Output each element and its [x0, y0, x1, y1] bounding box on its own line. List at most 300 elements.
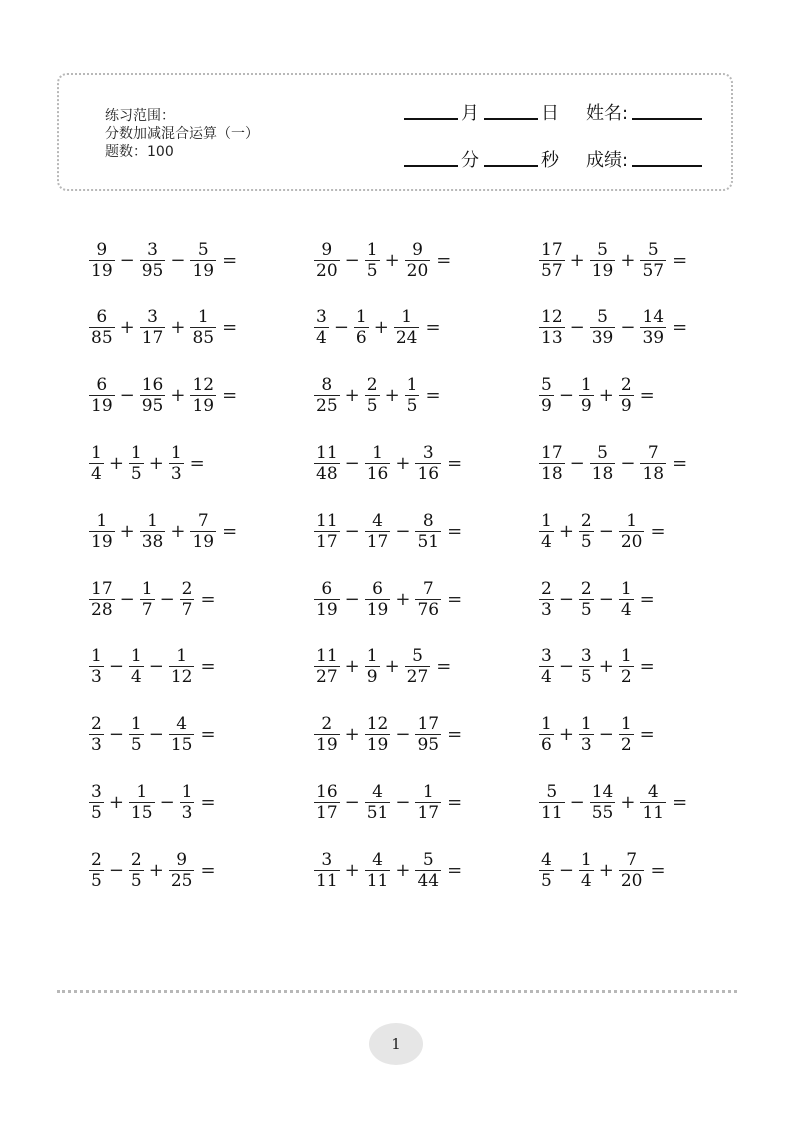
operator: +	[395, 588, 411, 610]
operator: −	[108, 724, 124, 746]
numerator: 6	[321, 578, 333, 599]
fraction	[364, 850, 392, 891]
fraction	[364, 375, 381, 416]
numerator: 2	[366, 375, 378, 396]
fraction	[313, 307, 330, 348]
fraction	[313, 511, 341, 552]
denominator: 4	[316, 328, 327, 349]
fraction	[313, 850, 341, 891]
fraction	[168, 850, 196, 891]
numerator: 3	[316, 307, 327, 328]
numerator: 1	[406, 375, 418, 396]
equals-sign: =	[672, 452, 688, 474]
fraction	[313, 443, 341, 484]
fraction	[538, 511, 555, 552]
numerator: 1	[626, 510, 638, 531]
denominator: 9	[541, 396, 552, 417]
numerator: 5	[647, 239, 659, 260]
numerator: 7	[197, 510, 209, 531]
day-blank[interactable]	[484, 117, 538, 120]
operator: +	[170, 317, 186, 339]
operator: +	[344, 385, 360, 407]
fraction	[88, 375, 116, 416]
numerator: 2	[580, 510, 592, 531]
fraction	[128, 850, 145, 891]
denominator: 19	[192, 396, 215, 417]
fraction	[393, 307, 421, 348]
fraction	[404, 646, 432, 687]
denominator: 15	[170, 735, 193, 756]
denominator: 4	[620, 599, 632, 620]
numerator: 1	[366, 239, 378, 260]
fraction	[88, 443, 105, 484]
problem-row	[88, 571, 748, 627]
denominator: 5	[130, 870, 142, 891]
numerator: 9	[96, 239, 108, 260]
fraction	[538, 579, 555, 620]
day-label: 日	[541, 103, 559, 124]
denominator: 9	[366, 667, 378, 688]
fraction	[128, 443, 145, 484]
numerator: 1	[580, 849, 592, 870]
denominator: 19	[366, 599, 389, 620]
score-blank[interactable]	[632, 164, 702, 167]
numerator: 9	[321, 239, 333, 260]
equals-sign: =	[222, 317, 238, 339]
problem-item	[313, 842, 462, 898]
denominator: 6	[541, 735, 552, 756]
numerator: 1	[541, 714, 552, 735]
fraction	[168, 714, 196, 755]
fraction	[618, 579, 635, 620]
denominator: 39	[591, 328, 614, 349]
problem-row	[88, 842, 748, 898]
fraction	[414, 850, 442, 891]
fraction	[88, 579, 116, 620]
operator: −	[344, 588, 360, 610]
numerator: 17	[541, 239, 563, 260]
operator: −	[558, 656, 574, 678]
fraction	[364, 443, 392, 484]
fraction	[618, 646, 635, 687]
equals-sign: =	[200, 724, 216, 746]
numerator: 4	[176, 714, 188, 735]
denominator: 19	[316, 735, 338, 756]
equals-sign: =	[650, 520, 666, 542]
problem-row	[88, 232, 748, 288]
fraction	[404, 375, 421, 416]
denominator: 19	[192, 531, 215, 552]
numerator: 3	[321, 849, 333, 870]
numerator: 7	[626, 849, 638, 870]
fraction	[538, 375, 555, 416]
fraction	[414, 511, 442, 552]
operator: −	[620, 452, 636, 474]
denominator: 27	[316, 667, 338, 688]
equals-sign: =	[447, 859, 463, 881]
denominator: 24	[395, 328, 418, 349]
fraction	[313, 782, 341, 823]
numerator: 4	[647, 781, 659, 802]
numerator: 3	[91, 781, 102, 802]
numerator: 1	[580, 714, 592, 735]
numerator: 2	[321, 714, 333, 735]
operator: −	[598, 588, 614, 610]
footer-divider	[57, 990, 737, 993]
fraction	[578, 714, 595, 755]
denominator: 57	[642, 260, 665, 281]
numerator: 1	[170, 442, 182, 463]
problem-item	[313, 232, 451, 288]
equals-sign: =	[200, 791, 216, 813]
operator: −	[159, 791, 175, 813]
denominator: 16	[417, 463, 440, 484]
fraction	[88, 850, 105, 891]
problem-row	[88, 774, 748, 830]
denominator: 15	[130, 802, 153, 823]
equals-sign: =	[222, 520, 238, 542]
problem-item	[538, 435, 687, 491]
numerator: 1	[141, 578, 153, 599]
problem-row	[88, 368, 748, 424]
denominator: 20	[316, 260, 338, 281]
denominator: 4	[91, 463, 102, 484]
denominator: 19	[316, 599, 338, 620]
operator: −	[395, 724, 411, 746]
denominator: 20	[620, 531, 643, 552]
problem-item	[88, 707, 216, 763]
operator: +	[395, 859, 411, 881]
denominator: 5	[91, 870, 102, 891]
fraction	[313, 579, 341, 620]
denominator: 4	[541, 531, 552, 552]
name-blank[interactable]	[632, 117, 702, 120]
denominator: 20	[620, 870, 643, 891]
numerator: 7	[422, 578, 434, 599]
operator: −	[569, 452, 585, 474]
numerator: 16	[141, 375, 164, 396]
fraction	[88, 646, 105, 687]
fraction	[404, 240, 432, 281]
denominator: 39	[642, 328, 665, 349]
fraction	[538, 646, 555, 687]
numerator: 1	[181, 781, 193, 802]
operator: −	[119, 588, 135, 610]
fraction	[538, 782, 566, 823]
denominator: 3	[181, 802, 193, 823]
second-blank[interactable]	[484, 164, 538, 167]
problem-item	[88, 435, 205, 491]
denominator: 25	[316, 396, 338, 417]
operator: −	[598, 520, 614, 542]
fraction	[88, 782, 105, 823]
numerator: 14	[642, 307, 665, 328]
fraction	[364, 782, 392, 823]
fraction	[589, 240, 617, 281]
fraction	[88, 511, 116, 552]
operator: −	[108, 859, 124, 881]
denominator: 51	[366, 802, 389, 823]
operator: +	[373, 317, 389, 339]
equals-sign: =	[200, 588, 216, 610]
month-label: 月	[461, 103, 479, 124]
denominator: 20	[406, 260, 429, 281]
numerator: 1	[355, 307, 367, 328]
operator: +	[384, 656, 400, 678]
denominator: 85	[192, 328, 215, 349]
denominator: 19	[91, 396, 113, 417]
denominator: 13	[541, 328, 563, 349]
fraction	[618, 511, 646, 552]
equals-sign: =	[200, 656, 216, 678]
denominator: 95	[141, 260, 164, 281]
operator: +	[598, 656, 614, 678]
denominator: 5	[130, 463, 142, 484]
numerator: 8	[422, 510, 434, 531]
numerator: 16	[316, 781, 338, 802]
fraction	[364, 646, 381, 687]
numerator: 2	[130, 849, 142, 870]
problem-item	[313, 774, 462, 830]
fraction	[364, 240, 381, 281]
numerator: 3	[147, 307, 158, 328]
fraction	[88, 714, 105, 755]
fraction	[578, 511, 595, 552]
denominator: 5	[580, 531, 592, 552]
denominator: 3	[91, 735, 102, 756]
numerator: 3	[541, 646, 552, 667]
denominator: 95	[417, 735, 440, 756]
numerator: 4	[372, 849, 383, 870]
operator: −	[558, 859, 574, 881]
denominator: 85	[91, 328, 113, 349]
problem-item	[538, 300, 687, 356]
equals-sign: =	[189, 452, 205, 474]
numerator: 11	[316, 442, 338, 463]
problem-item	[538, 842, 666, 898]
denominator: 51	[417, 531, 440, 552]
problem-item	[88, 774, 216, 830]
fraction	[139, 375, 167, 416]
operator: +	[119, 520, 135, 542]
numerator: 2	[541, 578, 552, 599]
denominator: 6	[355, 328, 367, 349]
numerator: 1	[197, 307, 209, 328]
fraction	[313, 375, 341, 416]
operator: +	[598, 859, 614, 881]
numerator: 8	[321, 375, 333, 396]
denominator: 5	[541, 870, 552, 891]
numerator: 1	[422, 781, 434, 802]
equals-sign: =	[200, 859, 216, 881]
numerator: 12	[366, 714, 389, 735]
fraction	[538, 240, 566, 281]
denominator: 5	[130, 735, 142, 756]
numerator: 1	[147, 510, 158, 531]
fraction	[538, 714, 555, 755]
operator: +	[558, 520, 574, 542]
numerator: 9	[176, 849, 188, 870]
fraction	[139, 307, 167, 348]
equals-sign: =	[425, 385, 441, 407]
denominator: 19	[91, 531, 113, 552]
fraction	[179, 782, 196, 823]
operator: −	[558, 385, 574, 407]
numerator: 17	[91, 578, 113, 599]
operator: +	[395, 452, 411, 474]
problem-item	[313, 300, 441, 356]
problem-item	[88, 639, 216, 695]
denominator: 11	[316, 870, 338, 891]
operator: −	[344, 520, 360, 542]
denominator: 38	[141, 531, 164, 552]
fraction	[189, 375, 217, 416]
denominator: 19	[591, 260, 614, 281]
numerator: 5	[597, 239, 608, 260]
fraction	[414, 443, 442, 484]
numerator: 12	[541, 307, 563, 328]
denominator: 11	[642, 802, 665, 823]
operator: +	[344, 656, 360, 678]
denominator: 95	[141, 396, 164, 417]
equals-sign: =	[425, 317, 441, 339]
numerator: 6	[96, 375, 108, 396]
count-label: 题数：100	[105, 144, 174, 160]
equals-sign: =	[436, 656, 452, 678]
numerator: 11	[316, 646, 338, 667]
fraction	[189, 511, 217, 552]
numerator: 4	[372, 510, 383, 531]
fraction	[578, 375, 595, 416]
operator: −	[119, 249, 135, 271]
numerator: 1	[130, 442, 142, 463]
denominator: 3	[541, 599, 552, 620]
fraction	[639, 240, 667, 281]
problem-item	[538, 232, 687, 288]
equals-sign: =	[447, 452, 463, 474]
fraction	[139, 579, 156, 620]
operator: +	[108, 452, 124, 474]
operator: +	[170, 385, 186, 407]
problem-item	[538, 571, 655, 627]
month-blank[interactable]	[404, 117, 458, 120]
equals-sign: =	[639, 588, 655, 610]
fraction	[364, 714, 392, 755]
numerator: 5	[597, 307, 608, 328]
problem-item	[88, 232, 237, 288]
numerator: 1	[366, 646, 378, 667]
operator: −	[569, 317, 585, 339]
numerator: 7	[647, 442, 659, 463]
numerator: 1	[91, 646, 102, 667]
numerator: 5	[541, 375, 552, 396]
numerator: 5	[546, 781, 558, 802]
denominator: 5	[366, 260, 378, 281]
operator: −	[344, 452, 360, 474]
denominator: 28	[91, 599, 113, 620]
numerator: 5	[412, 646, 423, 667]
operator: +	[598, 385, 614, 407]
numerator: 2	[580, 578, 592, 599]
problem-item	[88, 571, 216, 627]
problem-item	[538, 503, 666, 559]
numerator: 11	[316, 510, 338, 531]
fraction	[139, 240, 167, 281]
equals-sign: =	[639, 385, 655, 407]
denominator: 5	[580, 667, 592, 688]
problem-item	[88, 842, 216, 898]
fraction	[589, 782, 617, 823]
fraction	[639, 443, 667, 484]
fraction	[128, 714, 145, 755]
operator: −	[148, 724, 164, 746]
denominator: 3	[580, 735, 592, 756]
denominator: 9	[620, 396, 632, 417]
score-label: 成绩:	[586, 150, 629, 171]
denominator: 7	[141, 599, 153, 620]
numerator: 3	[422, 442, 434, 463]
denominator: 19	[91, 260, 113, 281]
minute-blank[interactable]	[404, 164, 458, 167]
denominator: 76	[417, 599, 440, 620]
problem-row	[88, 639, 748, 695]
denominator: 17	[366, 531, 389, 552]
operator: +	[119, 317, 135, 339]
denominator: 25	[170, 870, 193, 891]
time-score-line	[404, 146, 702, 172]
problem-item	[313, 368, 441, 424]
fraction	[313, 714, 341, 755]
denominator: 16	[366, 463, 389, 484]
operator: −	[159, 588, 175, 610]
numerator: 1	[620, 578, 632, 599]
denominator: 4	[130, 667, 142, 688]
denominator: 3	[91, 667, 102, 688]
denominator: 12	[170, 667, 193, 688]
denominator: 11	[366, 870, 389, 891]
denominator: 2	[620, 667, 632, 688]
problem-item	[313, 639, 451, 695]
problem-row	[88, 503, 748, 559]
numerator: 1	[130, 714, 142, 735]
operator: −	[598, 724, 614, 746]
equals-sign: =	[447, 520, 463, 542]
denominator: 17	[316, 531, 338, 552]
fraction	[139, 511, 167, 552]
denominator: 5	[366, 396, 378, 417]
fraction	[639, 782, 667, 823]
problem-item	[88, 368, 237, 424]
numerator: 2	[620, 375, 632, 396]
equals-sign: =	[672, 249, 688, 271]
numerator: 1	[130, 646, 142, 667]
denominator: 5	[91, 802, 102, 823]
operator: +	[108, 791, 124, 813]
fraction	[538, 850, 555, 891]
operator: −	[148, 656, 164, 678]
date-name-line	[404, 99, 702, 125]
numerator: 2	[91, 849, 102, 870]
fraction	[168, 443, 185, 484]
numerator: 5	[197, 239, 209, 260]
denominator: 57	[541, 260, 563, 281]
problem-item	[313, 503, 462, 559]
problem-item	[313, 707, 462, 763]
operator: +	[558, 724, 574, 746]
equals-sign: =	[672, 791, 688, 813]
fraction	[313, 240, 341, 281]
numerator: 9	[412, 239, 423, 260]
